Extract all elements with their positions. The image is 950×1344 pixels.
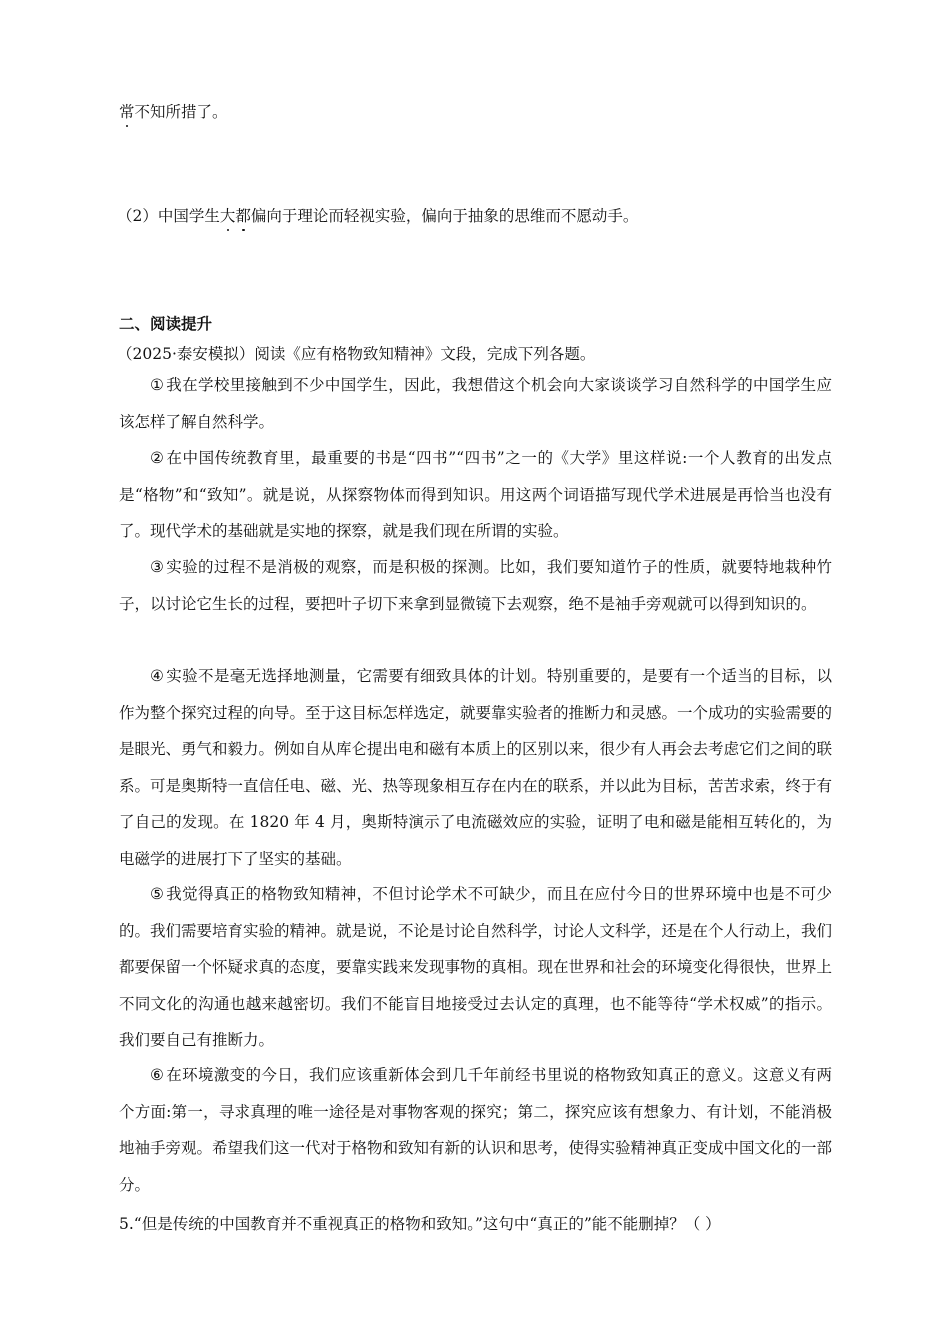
emphasis-char: 常 — [119, 103, 135, 121]
item2-suffix: 偏向于理论而轻视实验，偏向于抽象的思维而不愿动手。 — [250, 207, 639, 225]
paragraph-6 — [119, 1057, 832, 1203]
previous-answer-text: 不知所措了。 — [134, 103, 228, 121]
paragraph-3 — [119, 549, 832, 622]
paragraph-text: 我在学校里接触到不少中国学生，因此，我想借这个机会向大家谈谈学习自然科学的中国学生应该怎样了解自然科学。 — [119, 376, 832, 431]
paragraph-text: 我觉得真正的格物致知精神，不但讨论学术不可缺少，而且在应付今日的世界环境中也是不可少的。我们需要培育实验的精神。就是说，不论是讨论自然科学，讨论人文科学，还是在个人行动上，我们都要保留一个怀疑求真的态度，要靠实践来发现事物的真相。现在世界和社会的环境变化得很快，世界上不同文化的沟通也越来越密切。我们不能盲目地接受过去认定的真理，也不能等待“学术权威”的指示。我们要自己有推断力。 — [119, 885, 833, 1049]
paragraph-4 — [119, 658, 832, 877]
paragraph-2 — [119, 440, 832, 550]
reading-intro: （2025·泰安模拟）阅读《应有格物致知精神》文段，完成下列各题。 — [117, 345, 596, 363]
section-title: 二、阅读提升 — [119, 314, 213, 333]
paragraph-number: ② — [150, 449, 165, 467]
paragraph-text: 在中国传统教育里，最重要的书是“四书”“四书”之一的《大学》里这样说:一个人教育的出发点是“格物”和“致知”。就是说，从探察物体而得到知识。用这两个词语描写现代学术进展是再恰当也没有了。现代学术的基础就是实地的探察，就是我们现在所谓的实验。 — [119, 449, 833, 540]
paragraph-text: 实验的过程不是消极的观察，而是积极的探测。比如，我们要知道竹子的性质，就要特地栽种竹子，以讨论它生长的过程，要把叶子切下来拿到显微镜下去观察，绝不是袖手旁观就可以得到知识的。 — [119, 558, 832, 613]
previous-answer-tail — [119, 100, 228, 122]
paragraph-text: 实验不是毫无选择地测量，它需要有细致具体的计划。特别重要的，是要有一个适当的目标，以作为整个探究过程的向导。至于这目标怎样选定，就要靠实验者的推断力和灵感。一个成功的实验需要的是眼光、勇气和毅力。例如自从库仑提出电和磁有本质上的区别以来，很少有人再会去考虑它们之间的联系。可是奥斯特一直信任电、磁、光、热等现象相互存在内在的联系，并以此为目标，苦苦求索，终于有了自己的发现。在 1820 年 4 月，奥斯特演示了电流磁效应的实验，证明了电和磁是能相互转化的，为电磁学的进展打下了坚实的基础。 — [119, 667, 833, 868]
question-item-2 — [117, 204, 638, 226]
paragraph-number: ③ — [150, 558, 165, 576]
paragraph-5 — [119, 876, 832, 1059]
item2-prefix: （2）中国学生 — [117, 207, 220, 225]
paragraph-number: ⑤ — [150, 885, 165, 903]
question-5: 5.“但是传统的中国教育并不重视真正的格物和致知。”这句中“真正的”能不能删掉？（ ） — [119, 1215, 721, 1233]
emphasis-char-2: 都 — [235, 207, 251, 225]
paragraph-number: ⑥ — [150, 1066, 165, 1084]
paragraph-number: ④ — [150, 667, 165, 685]
paragraph-1 — [119, 367, 832, 440]
emphasis-char-1: 大 — [219, 207, 236, 225]
paragraph-text: 在环境激变的今日，我们应该重新体会到几千年前经书里说的格物致知真正的意义。这意义有两个方面:第一，寻求真理的唯一途径是对事物客观的探究；第二，探究应该有想象力、有计划，不能消极地袖手旁观。希望我们这一代对于格物和致知有新的认识和思考，使得实验精神真正变成中国文化的一部分。 — [119, 1066, 833, 1194]
paragraph-number: ① — [150, 376, 165, 394]
